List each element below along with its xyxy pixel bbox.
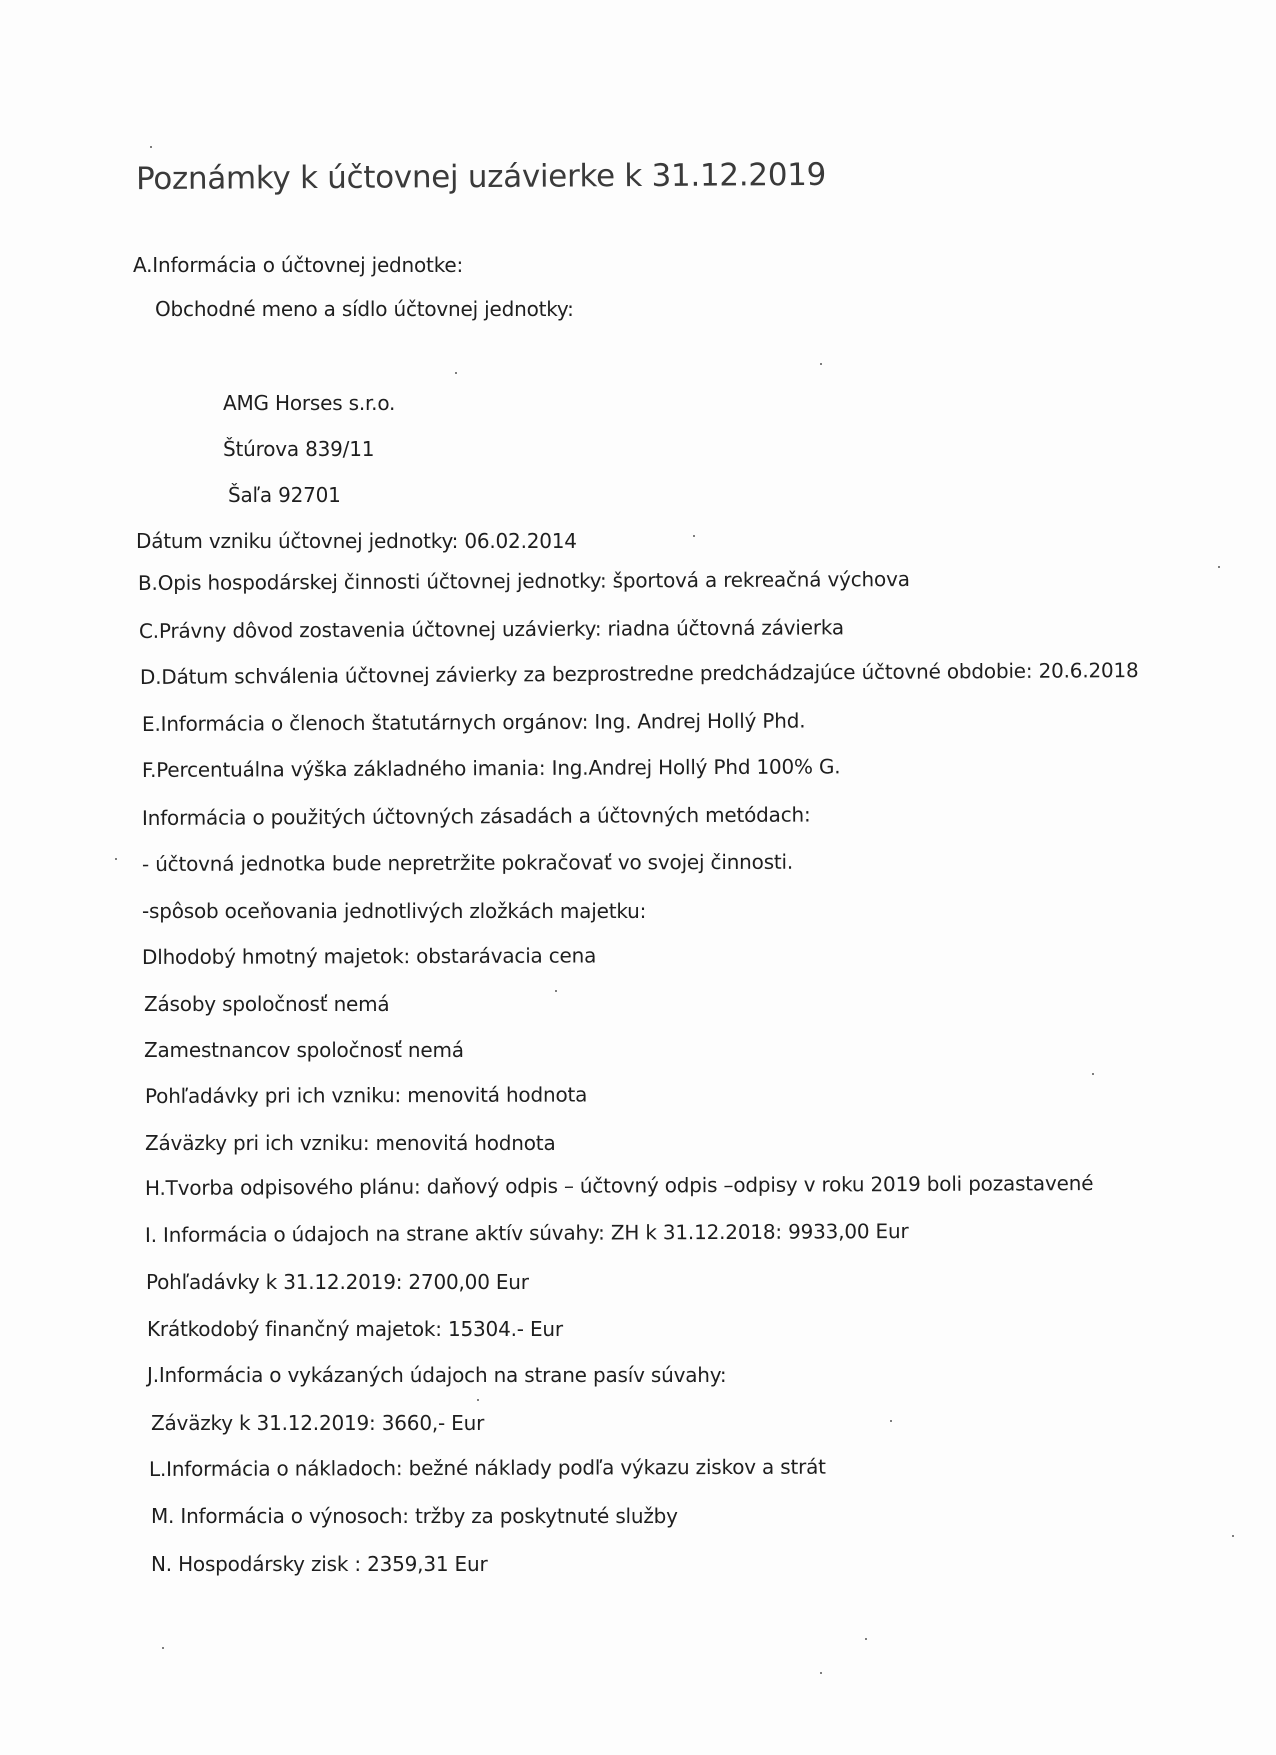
- company-street: Štúrova 839/11: [223, 437, 375, 461]
- scan-speck: [150, 146, 152, 148]
- section-b: B.Opis hospodárskej činnosti účtovnej jednotky: športová a rekreačná výchova: [137, 566, 910, 595]
- accounting-principles-heading: Informácia o použitých účtovných zásadách a účtovných metódach:: [141, 802, 811, 830]
- section-f: F.Percentuálna výška základného imania: Ing.Andrej Hollý Phd 100% G.: [141, 754, 841, 782]
- scan-speck: [162, 1647, 164, 1649]
- liabilities-valuation: Záväzky pri ich vzniku: menovitá hodnota: [145, 1131, 556, 1155]
- scan-speck: [477, 1399, 479, 1401]
- scan-speck: [1218, 566, 1220, 568]
- section-j: J.Informácia o vykázaných údajoch na strane pasív súvahy:: [147, 1363, 727, 1387]
- section-e: E.Informácia o členoch štatutárnych orgánov: Ing. Andrej Hollý Phd.: [141, 708, 806, 736]
- scan-speck: [1092, 1073, 1094, 1075]
- section-i: I. Informácia o údajoch na strane aktív súvahy: ZH k 31.12.2018: 9933,00 Eur: [144, 1219, 909, 1247]
- section-m: M. Informácia o výnosoch: tržby za poskytnuté služby: [151, 1504, 678, 1528]
- company-name-address-label: Obchodné meno a sídlo účtovnej jednotky:: [155, 297, 574, 321]
- scan-speck: [693, 535, 695, 537]
- scan-speck: [865, 1638, 867, 1640]
- scan-speck: [555, 990, 557, 992]
- founding-date: Dátum vzniku účtovnej jednotky: 06.02.2014: [136, 529, 577, 553]
- liabilities-balance: Záväzky k 31.12.2019: 3660,- Eur: [151, 1411, 485, 1435]
- going-concern-note: - účtovná jednotka bude nepretržite pokračovať vo svojej činnosti.: [141, 849, 794, 876]
- company-name: AMG Horses s.r.o.: [223, 391, 396, 415]
- valuation-method-heading: -spôsob oceňovania jednotlivých zložkách majetku:: [142, 899, 647, 923]
- scan-speck: [820, 363, 822, 365]
- section-n: N. Hospodársky zisk : 2359,31 Eur: [151, 1552, 488, 1576]
- scan-speck: [820, 1672, 822, 1674]
- section-d: D.Dátum schválenia účtovnej závierky za bezprostredne predchádzajúce účtovné obdobie: 20.6.2018: [139, 658, 1139, 689]
- short-term-financial-assets: Krátkodobý finančný majetok: 15304.- Eur: [147, 1317, 563, 1341]
- employees-note: Zamestnancov spoločnosť nemá: [144, 1038, 464, 1062]
- scan-speck: [890, 1420, 892, 1422]
- company-city: Šaľa 92701: [228, 483, 341, 507]
- inventory-note: Zásoby spoločnosť nemá: [144, 992, 390, 1016]
- section-a-heading: A.Informácia o účtovnej jednotke:: [133, 253, 464, 277]
- document-title: Poznámky k účtovnej uzávierke k 31.12.2019: [135, 156, 827, 198]
- section-c: C.Právny dôvod zostavenia účtovnej uzávierky: riadna účtovná závierka: [138, 615, 845, 643]
- scan-speck: [115, 858, 117, 860]
- scan-speck: [1232, 1535, 1234, 1537]
- section-h: H.Tvorba odpisového plánu: daňový odpis – účtovný odpis –odpisy v roku 2019 boli pozastavené: [144, 1171, 1094, 1200]
- section-l: L.Informácia o nákladoch: bežné náklady podľa výkazu ziskov a strát: [148, 1454, 826, 1481]
- receivables-valuation: Pohľadávky pri ich vzniku: menovitá hodnota: [144, 1082, 588, 1108]
- receivables-balance: Pohľadávky k 31.12.2019: 2700,00 Eur: [146, 1270, 529, 1294]
- scan-speck: [455, 372, 457, 374]
- long-term-assets: Dlhodobý hmotný majetok: obstarávacia cena: [141, 943, 597, 969]
